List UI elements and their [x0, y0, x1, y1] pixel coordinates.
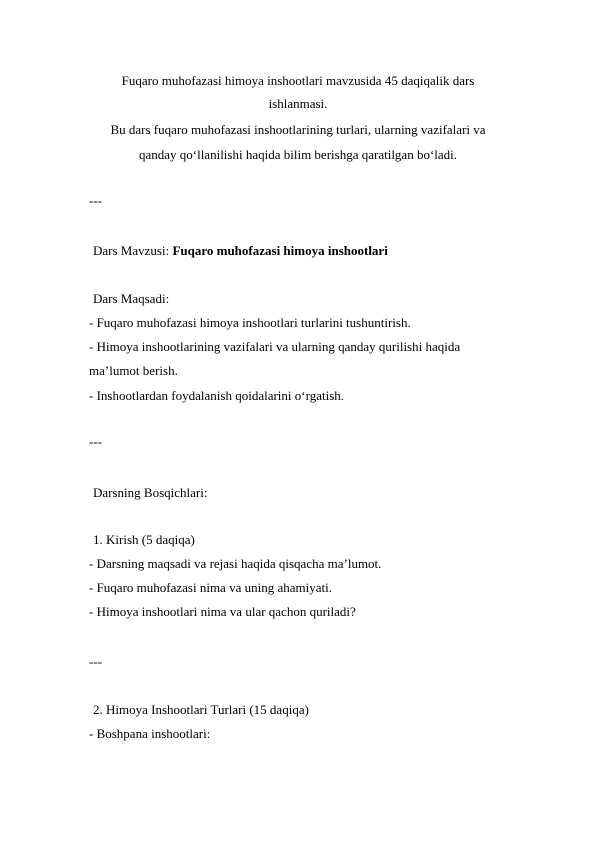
- topic-line: [93, 244, 388, 257]
- goals-heading: Dars Maqsadi:: [93, 291, 170, 306]
- intro-line-2: ishlanmasi.: [268, 96, 328, 111]
- section-2-item-1: - Boshpana inshootlari:: [89, 726, 211, 741]
- goal-item-3: - Inshootlardan foydalanish qoidalarini o‘rgatish.: [89, 388, 345, 403]
- section-1-item-2: - Fuqaro muhofazasi nima va uning ahamiyati.: [89, 580, 332, 595]
- section-1-item-3: - Himoya inshootlari nima va ular qachon quriladi?: [89, 604, 356, 619]
- goal-item-1: - Fuqaro muhofazasi himoya inshootlari turlarini tushuntirish.: [89, 315, 411, 330]
- separator-1: ---: [89, 193, 102, 208]
- goal-item-2: - Himoya inshootlarining vazifalari va ularning qanday qurilishi haqida: [89, 339, 461, 354]
- section-2-heading: 2. Himoya Inshootlari Turlari (15 daqiqa): [93, 702, 309, 717]
- intro-line-4: qanday qo‘llanilishi haqida bilim berishga qaratilgan bo‘ladi.: [138, 147, 458, 162]
- separator-2: ---: [89, 434, 102, 449]
- topic-value: Fuqaro muhofazasi himoya inshootlari: [172, 243, 388, 258]
- section-1-item-1: - Darsning maqsadi va rejasi haqida qisqacha ma’lumot.: [89, 556, 382, 571]
- separator-3: ---: [89, 654, 102, 669]
- intro-line-3: Bu dars fuqaro muhofazasi inshootlarining turlari, ularning vazifalari va: [110, 122, 486, 137]
- topic-label: Dars Mavzusi:: [93, 243, 173, 258]
- stages-heading: Darsning Bosqichlari:: [93, 485, 208, 500]
- section-1-heading: 1. Kirish (5 daqiqa): [93, 532, 195, 547]
- intro-line-1: Fuqaro muhofazasi himoya inshootlari mavzusida 45 daqiqalik dars: [121, 73, 475, 88]
- goal-item-2-continued: ma’lumot berish.: [89, 363, 178, 378]
